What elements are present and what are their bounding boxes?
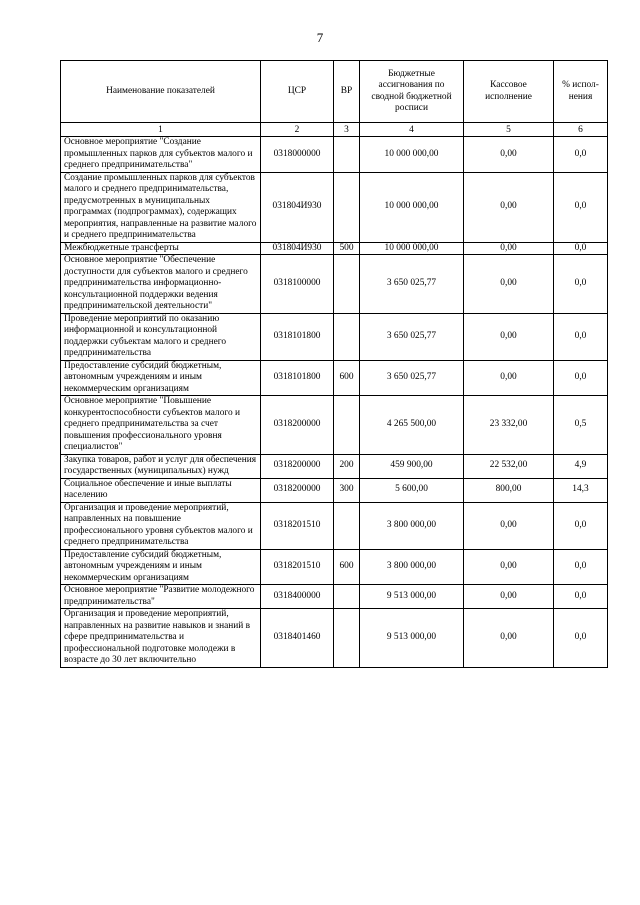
header-csr: ЦСР: [261, 61, 334, 123]
csr-cell: 0318201510: [261, 549, 334, 585]
cash-execution-cell: 0,00: [464, 242, 554, 255]
csr-cell: 0318101800: [261, 313, 334, 360]
table-row: [61, 360, 608, 396]
header-execution-percent: % испол-нения: [554, 61, 608, 123]
budget-assignment-cell: 3 650 025,77: [360, 313, 464, 360]
table-row: [61, 255, 608, 314]
csr-cell: 0318400000: [261, 585, 334, 609]
cash-execution-cell: 0,00: [464, 609, 554, 668]
budget-assignment-cell: 10 000 000,00: [360, 172, 464, 242]
vr-cell: [334, 502, 360, 549]
csr-cell: 031804И930: [261, 242, 334, 255]
indicator-name-cell: Организация и проведение мероприятий, направленных на развитие навыков и знаний в сфере предпринимательства и профессиональной подготовке молодежи в возрасте до 30 лет включительно: [61, 609, 261, 668]
csr-cell: 0318101800: [261, 360, 334, 396]
cash-execution-cell: 0,00: [464, 172, 554, 242]
table-row: [61, 609, 608, 668]
cash-execution-cell: 23 332,00: [464, 396, 554, 455]
table-row: [61, 313, 608, 360]
table-header-row: [61, 61, 608, 123]
column-number: 2: [261, 123, 334, 137]
cash-execution-cell: 0,00: [464, 585, 554, 609]
indicator-name-cell: Основное мероприятие "Развитие молодежного предпринимательства": [61, 585, 261, 609]
column-number: 6: [554, 123, 608, 137]
csr-cell: 0318200000: [261, 478, 334, 502]
execution-percent-cell: 0,0: [554, 360, 608, 396]
budget-assignment-cell: 5 600,00: [360, 478, 464, 502]
indicator-name-cell: Основное мероприятие "Обеспечение доступности для субъектов малого и среднего предпринимательства информационно-консультационной поддержки ведения предпринимательской деятельности": [61, 255, 261, 314]
indicator-name-cell: Основное мероприятие "Создание промышленных парков для субъектов малого и среднего предпринимательства": [61, 137, 261, 173]
column-number: 5: [464, 123, 554, 137]
cash-execution-cell: 22 532,00: [464, 454, 554, 478]
csr-cell: 0318200000: [261, 454, 334, 478]
execution-percent-cell: 0,0: [554, 502, 608, 549]
csr-cell: 0318000000: [261, 137, 334, 173]
indicator-name-cell: Предоставление субсидий бюджетным, автономным учреждениям и иным некоммерческим организациям: [61, 549, 261, 585]
vr-cell: 500: [334, 242, 360, 255]
table-row: [61, 502, 608, 549]
header-cash-execution: Кассовое исполнение: [464, 61, 554, 123]
cash-execution-cell: 0,00: [464, 549, 554, 585]
budget-assignment-cell: 3 800 000,00: [360, 549, 464, 585]
cash-execution-cell: 0,00: [464, 137, 554, 173]
execution-percent-cell: 0,0: [554, 549, 608, 585]
header-budget-assignments: Бюджетные ассигнования по сводной бюджетной росписи: [360, 61, 464, 123]
indicator-name-cell: Межбюджетные трансферты: [61, 242, 261, 255]
vr-cell: [334, 585, 360, 609]
indicator-name-cell: Закупка товаров, работ и услуг для обеспечения государственных (муниципальных) нужд: [61, 454, 261, 478]
vr-cell: [334, 255, 360, 314]
table-row: [61, 454, 608, 478]
cash-execution-cell: 0,00: [464, 502, 554, 549]
vr-cell: 600: [334, 360, 360, 396]
execution-percent-cell: 14,3: [554, 478, 608, 502]
table-row: [61, 396, 608, 455]
execution-percent-cell: 0,0: [554, 313, 608, 360]
vr-cell: 300: [334, 478, 360, 502]
csr-cell: 031804И930: [261, 172, 334, 242]
execution-percent-cell: 0,5: [554, 396, 608, 455]
column-number: 3: [334, 123, 360, 137]
table-body: [61, 137, 608, 668]
indicator-name-cell: Социальное обеспечение и иные выплаты населению: [61, 478, 261, 502]
table-row: [61, 242, 608, 255]
cash-execution-cell: 0,00: [464, 255, 554, 314]
vr-cell: [334, 609, 360, 668]
csr-cell: 0318201510: [261, 502, 334, 549]
table-row: [61, 585, 608, 609]
execution-percent-cell: 0,0: [554, 255, 608, 314]
budget-assignment-cell: 459 900,00: [360, 454, 464, 478]
indicator-name-cell: Создание промышленных парков для субъектов малого и среднего предпринимательства, предусмотренных в муниципальных программах (подпрограммах), содержащих мероприятия, направленные на развитие малого и среднего предпринимательства: [61, 172, 261, 242]
table-row: [61, 137, 608, 173]
header-vr: ВР: [334, 61, 360, 123]
csr-cell: 0318401460: [261, 609, 334, 668]
budget-assignment-cell: 9 513 000,00: [360, 585, 464, 609]
table-row: [61, 172, 608, 242]
execution-percent-cell: 0,0: [554, 585, 608, 609]
execution-percent-cell: 0,0: [554, 242, 608, 255]
budget-assignment-cell: 3 650 025,77: [360, 360, 464, 396]
column-number-row: [61, 123, 608, 137]
vr-cell: [334, 137, 360, 173]
header-indicator-name: Наименование показателей: [61, 61, 261, 123]
execution-percent-cell: 0,0: [554, 172, 608, 242]
table-row: [61, 478, 608, 502]
indicator-name-cell: Организация и проведение мероприятий, направленных на повышение профессионального уровня субъектов малого и среднего предпринимательства: [61, 502, 261, 549]
vr-cell: [334, 396, 360, 455]
budget-assignment-cell: 10 000 000,00: [360, 242, 464, 255]
column-number: 1: [61, 123, 261, 137]
column-number: 4: [360, 123, 464, 137]
csr-cell: 0318200000: [261, 396, 334, 455]
vr-cell: [334, 172, 360, 242]
budget-assignment-cell: 3 650 025,77: [360, 255, 464, 314]
csr-cell: 0318100000: [261, 255, 334, 314]
vr-cell: 200: [334, 454, 360, 478]
budget-assignment-cell: 4 265 500,00: [360, 396, 464, 455]
budget-assignment-cell: 10 000 000,00: [360, 137, 464, 173]
cash-execution-cell: 0,00: [464, 360, 554, 396]
execution-percent-cell: 0,0: [554, 609, 608, 668]
budget-execution-table: [60, 60, 608, 668]
budget-assignment-cell: 3 800 000,00: [360, 502, 464, 549]
indicator-name-cell: Проведение мероприятий по оказанию информационной и консультационной поддержки субъектам малого и среднего предпринимательства: [61, 313, 261, 360]
cash-execution-cell: 0,00: [464, 313, 554, 360]
vr-cell: [334, 313, 360, 360]
vr-cell: 600: [334, 549, 360, 585]
page-number: 7: [316, 30, 324, 45]
cash-execution-cell: 800,00: [464, 478, 554, 502]
indicator-name-cell: Предоставление субсидий бюджетным, автономным учреждениям и иным некоммерческим организациям: [61, 360, 261, 396]
execution-percent-cell: 4,9: [554, 454, 608, 478]
execution-percent-cell: 0,0: [554, 137, 608, 173]
budget-assignment-cell: 9 513 000,00: [360, 609, 464, 668]
indicator-name-cell: Основное мероприятие "Повышение конкурентоспособности субъектов малого и среднего предпринимательства за счет повышения профессионального уровня специалистов": [61, 396, 261, 455]
table-row: [61, 549, 608, 585]
